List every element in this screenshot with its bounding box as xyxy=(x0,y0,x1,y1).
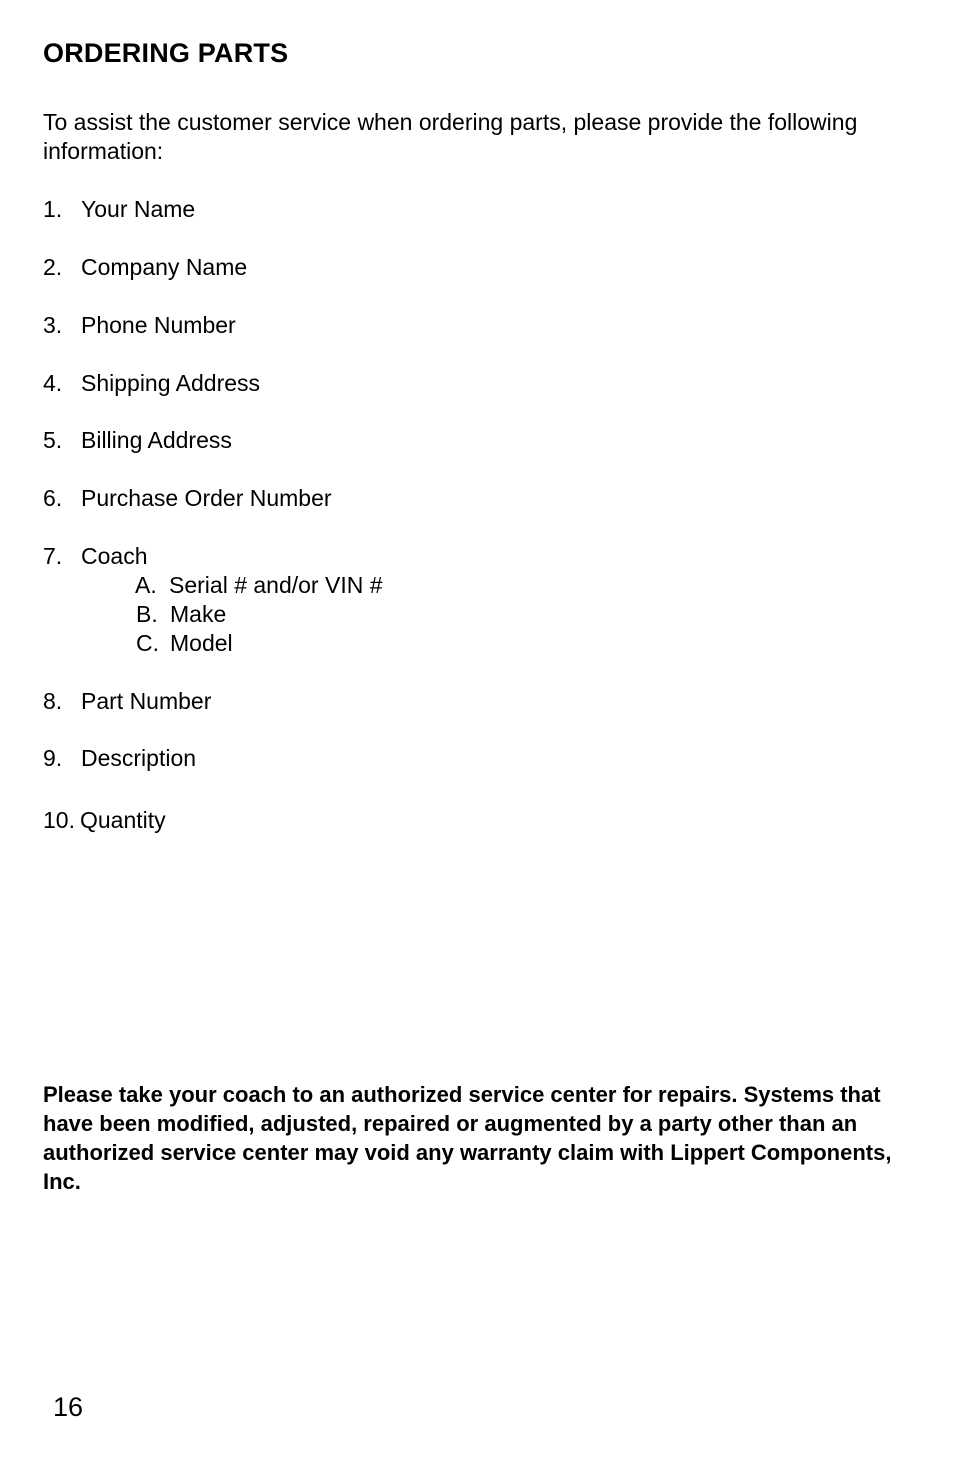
list-item-billing-address xyxy=(43,426,232,455)
list-item-number: 2. xyxy=(43,254,63,280)
list-item-label: Description xyxy=(81,745,197,771)
list-item-label: Quantity xyxy=(80,807,166,833)
list-item-part-number xyxy=(43,687,211,716)
sub-item-label: Serial # and/or VIN # xyxy=(169,572,383,598)
list-item-number: 9. xyxy=(43,745,63,771)
list-item-shipping-address xyxy=(43,369,260,398)
list-item-label: Phone Number xyxy=(81,312,236,338)
sub-item-make xyxy=(136,600,226,629)
list-item-coach xyxy=(43,542,147,571)
list-item-description xyxy=(43,744,196,773)
list-item-label: Billing Address xyxy=(81,427,232,453)
intro-paragraph: To assist the customer service when ordering parts, please provide the following information: xyxy=(43,109,858,164)
list-item-number: 1. xyxy=(43,196,63,222)
sub-item-label: Model xyxy=(170,630,233,656)
list-item-number: 10. xyxy=(43,807,75,833)
list-item-label: Coach xyxy=(81,543,148,569)
sub-item-model xyxy=(136,629,233,658)
list-item-purchase-order-number xyxy=(43,484,332,513)
list-item-quantity xyxy=(43,806,166,835)
list-item-label: Part Number xyxy=(81,688,212,714)
sub-item-letter: B. xyxy=(136,601,158,627)
list-item-your-name xyxy=(43,195,195,224)
sub-item-letter: C. xyxy=(136,630,159,656)
list-item-label: Your Name xyxy=(81,196,196,222)
list-item-number: 3. xyxy=(43,312,63,338)
list-item-label: Shipping Address xyxy=(81,370,261,396)
list-item-number: 6. xyxy=(43,485,63,511)
list-item-phone-number xyxy=(43,311,236,340)
sub-item-label: Make xyxy=(170,601,227,627)
warranty-notice: Please take your coach to an authorized service center for repairs. Systems that have been modified, adjusted, repaired or augmented by a party other than an authorized service center may void any warranty claim with Lippert Components, Inc. xyxy=(43,1082,892,1194)
page-number: 16 xyxy=(53,1392,84,1422)
page-title: ORDERING PARTS xyxy=(43,38,289,68)
list-item-number: 7. xyxy=(43,543,63,569)
sub-item-letter: A. xyxy=(135,572,157,598)
list-item-label: Company Name xyxy=(81,254,248,280)
list-item-company-name xyxy=(43,253,247,282)
list-item-number: 8. xyxy=(43,688,63,714)
sub-item-serial-vin xyxy=(135,571,383,600)
list-item-label: Purchase Order Number xyxy=(81,485,332,511)
list-item-number: 4. xyxy=(43,370,63,396)
list-item-number: 5. xyxy=(43,427,63,453)
